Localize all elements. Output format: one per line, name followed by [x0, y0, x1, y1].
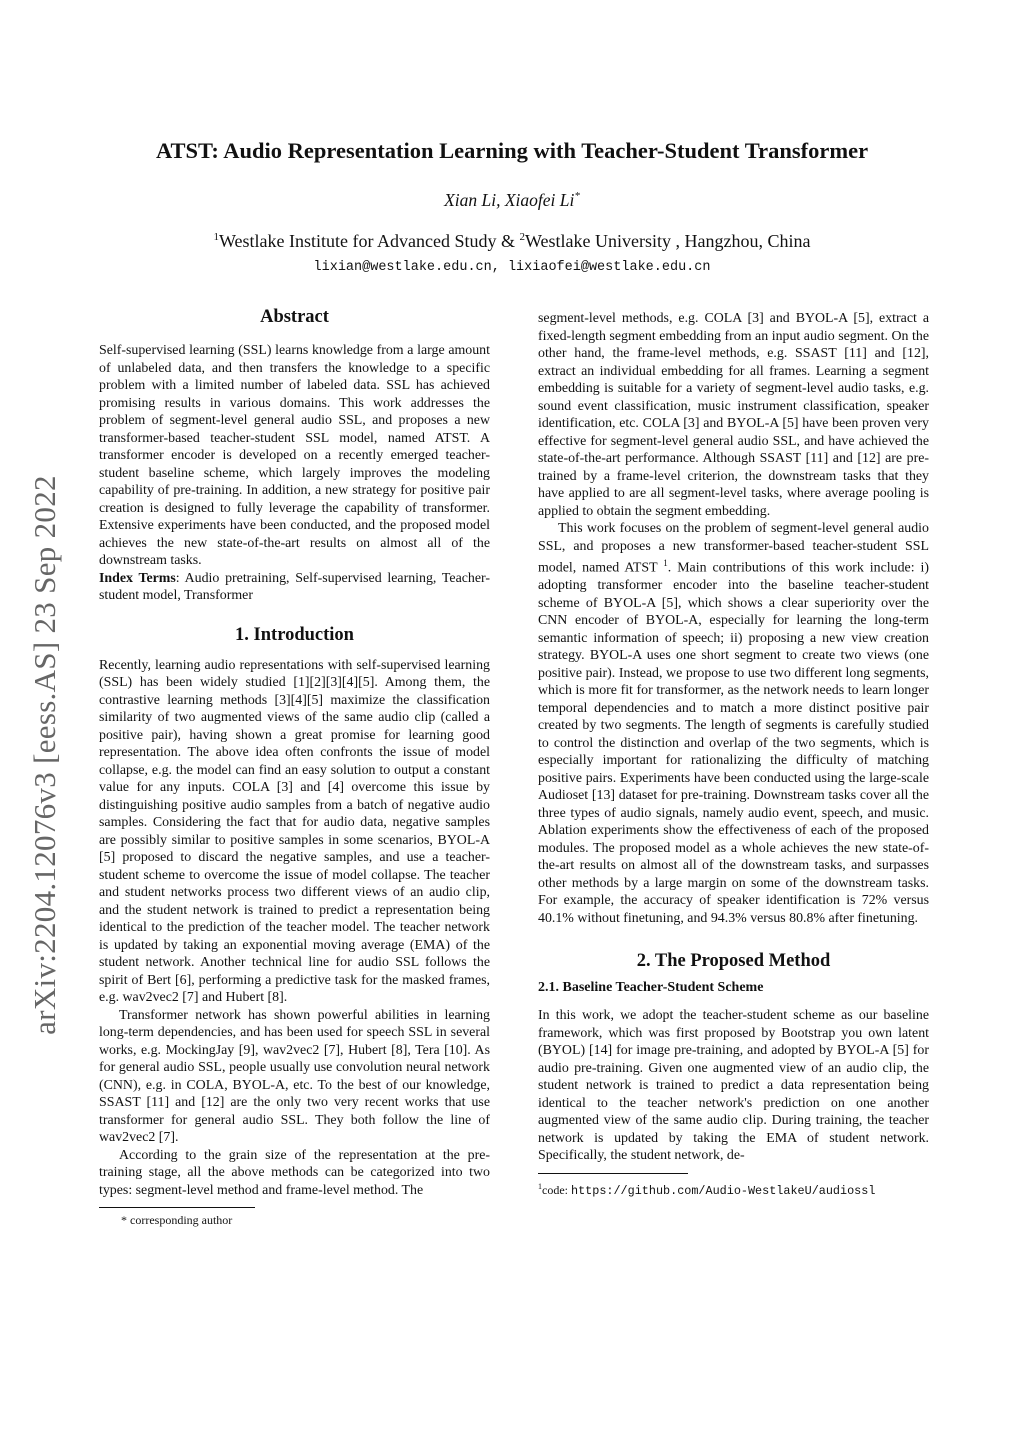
right-footnote-rule [538, 1173, 688, 1174]
author-emails: lixian@westlake.edu.cn, lixiaofei@westlake.edu.cn [313, 260, 711, 275]
code-footnote-label: code: [542, 1182, 571, 1197]
index-terms-text: : Audio pretraining, Self-supervised learning, Teacher-student model, Transformer [99, 570, 490, 603]
arxiv-identifier: arXiv:2204.12076v3 [eess.AS] 23 Sep 2022 [27, 475, 62, 1035]
corresponding-author-mark: * [574, 190, 580, 203]
paper-title: ATST: Audio Representation Learning with Teacher-Student Transformer [155, 138, 869, 163]
left-column [99, 305, 490, 1228]
affil-1-mark: 1 [213, 231, 219, 243]
introduction-heading: 1. Introduction [235, 624, 354, 645]
right-column [538, 310, 929, 1199]
affiliations [0, 231, 1024, 252]
footnote-ref: 1 [663, 558, 668, 568]
affil-2-mark: 2 [519, 231, 525, 243]
p2-text-b: . Main contributions of this work include: i) adopting transformer encoder into the baseline teacher-student scheme of BYOL-A [5], which shows a clear superiority over the CNN encoder of BYOL-A, especially for learning the long-term semantic information of speech; ii) proposing a new view creation strategy. BYOL-A uses one short segment to create two views (one positive pair). Instead, we propose to use two different long segments, which is more fit for transformer, as the network needs to learn longer temporal dependencies and to match a more distinct positive pair created by two segments. The length of segments is carefully studied to control the distinction and overlap of the two segments, which is especially important for rationalizing the difficulty of matching positive pairs. Experiments have been conducted using the large-scale Audioset [13] dataset for pre-training. Downstream tasks cover all the three types of audio signals, namely audio event, speech, and music. Ablation experiments show the effectiveness of each of the proposed modules. The proposed model as a whole achieves the new state-of-the-art results on almost all of the downstream tasks, and surpasses other methods by a large margin on some of the downstream tasks. For example, the accuracy of speaker identification is 72% versus 40.1% without finetuning, and 94.3% versus 80.8% after finetuning. [538, 560, 929, 926]
index-terms [99, 570, 490, 605]
author-list [0, 190, 1024, 211]
affil-1: Westlake Institute for Advanced Study & [219, 231, 520, 251]
arxiv-sidebar [20, 435, 70, 1075]
right-paragraph-1: segment-level methods, e.g. COLA [3] and BYOL-A [5], extract a fixed-length segment embedding from an input audio segment. On the other hand, the frame-level methods, e.g. SSAST [11] and [12], extract an individual embedding for all frames. Learning a segment embedding is suitable for a variety of segment-level audio tasks, e.g. sound event classification, music instrument classification, speaker identification, etc. COLA [3] and BYOL-A [5] have been proven very effective for segment-level general audio SSL, and have achieved the state-of-the-art performance. Although SSAST [11] and [12] are pre-trained by a frame-level criterion, the downstream tasks that they have applied to are all segment-level tasks, where average pooling is applied to obtain the segment embedding. [538, 311, 929, 519]
intro-paragraph-1: Recently, learning audio representations with self-supervised learning (SSL) has been widely studied [1][2][3][4][5]. Among them, the contrastive learning methods [3][4][5] maximize the classification similarity of two augmented views of the same audio clip (called a positive pair), having shown a great promise for learning good representation. The above idea often confronts the issue of model collapse, e.g. the model can find an easy solution to output a constant value for any inputs. COLA [3] and [4] overcome this issue by distinguishing positive audio samples from a batch of negative audio samples. Considering the fact that for audio data, negative samples are possibly similar to positive samples in some scenarios, BYOL-A [5] proposed to discard the negative samples, and use a teacher-student scheme to overcome the issue of model collapse. The teacher and student networks process two different views of an audio clip, and the student network is trained to predict a representation being identical to the prediction of the teacher model. The teacher network is updated by taking an exponential moving average (EMA) of the student network. Another technical line for audio SSL follows the spirit of Bert [6], performing a predictive task for the masked frames, e.g. wav2vec2 [7] and Hubert [8]. [99, 657, 490, 1005]
abstract-heading: Abstract [260, 307, 329, 327]
intro-paragraph-2: Transformer network has shown powerful abilities in learning long-term dependencies, and has been used for speech SSL in several works, e.g. MockingJay [9], wav2vec2 [7], Hubert [8], Tera [10]. As for general audio SSL, people usually use convolution neural network (CNN), e.g. in COLA, BYOL-A, etc. To the best of our knowledge, SSAST [11] and [12] are the only two very recent works that use transformer for general audio SSL. They both follow the line of wav2vec2 [7]. [99, 1007, 490, 1145]
footnote-rule [99, 1207, 255, 1208]
method-heading: 2. The Proposed Method [636, 951, 831, 972]
code-footnote-mark: 1 [538, 1181, 542, 1191]
intro-paragraph-3: According to the grain size of the representation at the pre-training stage, all the above methods can be categorized into two types: segment-level method and frame-level method. The [99, 1147, 490, 1198]
right-paragraph-2 [538, 520, 929, 927]
p2-text-a: This work focuses on the problem of segment-level general audio SSL, and proposes a new transformer-based teacher-student SSL model, named ATST [538, 521, 929, 576]
right-paragraph-3: In this work, we adopt the teacher-student scheme as our baseline framework, which was first proposed by Bootstrap you own latent (BYOL) [14] for image pre-training, and adopted by BYOL-A [5] for audio pre-training. Given one augmented view of an audio clip, the student network is trained to predict a data representation being identical to the teacher network's prediction on one another augmented view of the same audio clip. During training, the teacher network is updated by taking the EMA of student network. Specifically, the student network, de- [538, 1008, 929, 1164]
corresponding-author-footnote: * corresponding author [121, 1213, 233, 1227]
index-terms-label: Index Terms [99, 570, 176, 586]
code-footnote [538, 1179, 929, 1199]
author-names: Xian Li, Xiaofei Li [444, 190, 575, 210]
abstract-text: Self-supervised learning (SSL) learns knowledge from a large amount of unlabeled data, and then transfers the knowledge to a specific problem with a limited number of labeled data. SSL has achieved promising results in various domains. This work addresses the problem of segment-level general audio SSL, and proposes a new transformer-based teacher-student SSL model, named ATST. A transformer encoder is developed on a recently emerged teacher-student baseline scheme, which largely improves the modeling capability of pre-training. In addition, a new strategy for positive pair creation is designed to fully leverage the capability of transformer. Extensive experiments have been conducted, and the proposed model achieves the new state-of-the-art results on almost all of the downstream tasks. [99, 343, 490, 568]
code-url-link[interactable]: https://github.com/Audio-WestlakeU/audiossl [571, 1183, 876, 1198]
baseline-subheading: 2.1. Baseline Teacher-Student Scheme [538, 980, 764, 996]
affil-2: Westlake University , Hangzhou, China [525, 231, 811, 251]
